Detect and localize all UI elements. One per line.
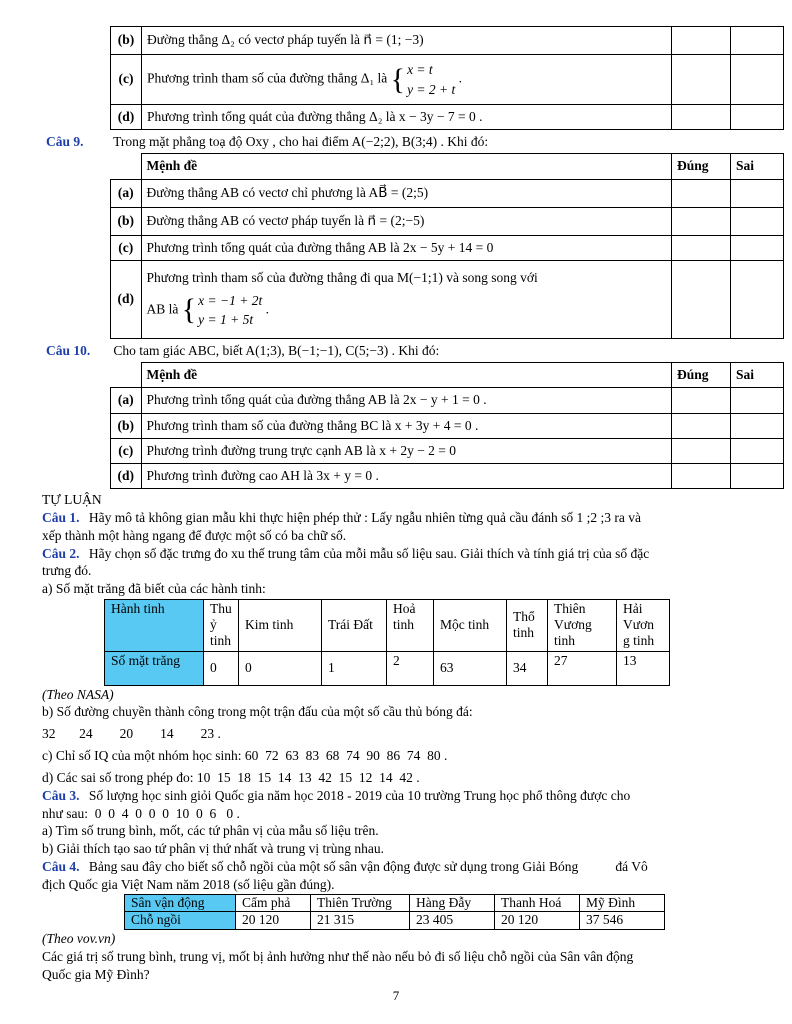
true-cell[interactable] [672, 179, 731, 207]
c4-label: Câu 4. [42, 858, 80, 874]
false-cell[interactable] [731, 55, 784, 105]
value-cell: 0 [204, 651, 239, 685]
true-cell[interactable] [672, 260, 731, 338]
header-cell: Trái Đất [322, 600, 387, 652]
row-text: Phương trình tổng quát của đường thẳng Δ₂ là x − 3y − 7 = 0 . [142, 105, 672, 130]
c2-b-values: 32 24 20 14 23 . [42, 726, 221, 742]
true-cell[interactable] [672, 27, 731, 55]
row-text: Phương trình tổng quát của đường thẳng AB là 2x − 5y + 14 = 0 [141, 235, 672, 260]
row-label: (a) [111, 179, 142, 207]
row-text-cell [142, 55, 672, 105]
c2-a-intro: a) Số mặt trăng đã biết của các hành tinh: [42, 581, 266, 597]
c1-text: Hãy mô tả không gian mẫu khi thực hiện phép thử : Lấy ngẫu nhiên từng quả cầu đánh số 1 ;2 ;3 ra và [88, 510, 641, 525]
row-label: (b) [111, 413, 142, 438]
row-text: Phương trình tổng quát của đường thẳng AB là 2x − y + 1 = 0 . [141, 388, 672, 413]
q9-row-a [111, 179, 784, 207]
header-cell: Thanh Hoá [495, 894, 580, 912]
q9-label: Câu 9. [46, 134, 84, 150]
q10-text: Cho tam giác ABC, biết A(1;3), B(−1;−1), C(5;−3) . Khi đó: [113, 342, 440, 358]
q9-row-b [111, 207, 784, 235]
c2-line-1 [42, 545, 768, 563]
final-line-1: Các giá trị số trung bình, trung vị, mốt bị ảnh hưởng như thế nào nếu bỏ đi số liệu chỗ ngồi của Sân vân động [42, 949, 634, 965]
c1-label: Câu 1. [42, 510, 80, 525]
value-cell: 1 [322, 651, 387, 685]
value-cell: 20 120 [495, 912, 580, 930]
source-vov: (Theo vov.vn) [42, 931, 116, 947]
stadium-table [124, 894, 665, 931]
true-cell[interactable] [672, 55, 731, 105]
header-cell: Hành tinh [105, 600, 204, 652]
q10-table [110, 362, 784, 489]
header-cell: Thiên Vương tinh [548, 600, 617, 652]
true-cell[interactable] [672, 438, 731, 463]
true-cell[interactable] [672, 463, 731, 488]
true-cell[interactable] [672, 207, 731, 235]
c3-line-1 [42, 787, 768, 805]
c1-line-2: xếp thành một hàng ngang để được một số có ba chữ số. [42, 527, 347, 543]
row-text: Phương trình đường cao AH là 3x + y = 0 . [141, 463, 672, 488]
value-cell: 20 120 [236, 912, 311, 930]
row-text: Phương trình tham số của đường thẳng BC là x + 3y + 4 = 0 . [141, 413, 672, 438]
value-cell: 0 [239, 651, 322, 685]
value-cell: 37 546 [580, 912, 665, 930]
q10-header-row [111, 363, 784, 388]
c3-label: Câu 3. [42, 787, 80, 803]
final-line-2: Quốc gia Mỹ Đình? [42, 966, 150, 982]
true-cell[interactable] [672, 413, 731, 438]
c3-text: Số lượng học sinh giỏi Quốc gia năm học 2018 - 2019 của 10 trường Trung học phổ thông được cho [88, 787, 631, 803]
c4-line-2: địch Quốc gia Việt Nam năm 2018 (số liệu gần đúng). [42, 876, 335, 892]
header-cell: Mỹ Đình [580, 894, 665, 912]
planets-value-row [105, 651, 670, 685]
row-label: (d) [111, 260, 142, 338]
row-label: (a) [111, 388, 142, 413]
value-cell: 23 405 [410, 912, 495, 930]
header-cell: Mộc tinh [434, 600, 507, 652]
header-cell: Sân vận động [125, 894, 236, 912]
header-true: Đúng [672, 154, 731, 179]
false-cell[interactable] [731, 413, 784, 438]
header-statement: Mệnh đề [141, 363, 672, 388]
c4-line-1 [42, 858, 768, 876]
header-cell: Thu ỷ tinh [204, 600, 239, 652]
row-label: (d) [111, 463, 142, 488]
row-label: (b) [111, 27, 142, 55]
page [42, 26, 768, 984]
equation-system: { x = t y = 2 + t [391, 60, 456, 99]
essay-title: TỰ LUẬN [42, 492, 102, 508]
q9-stem [46, 133, 768, 151]
q10-label: Câu 10. [46, 342, 91, 358]
row-label: (c) [111, 55, 142, 105]
q10-row-b [111, 413, 784, 438]
false-cell[interactable] [731, 105, 784, 130]
c1-line-1 [42, 509, 768, 527]
planets-table [104, 599, 670, 686]
c2-line-2: trưng đó. [42, 563, 92, 579]
row-tail: . [458, 70, 463, 86]
value-cell: 63 [434, 651, 507, 685]
header-true: Đúng [672, 363, 731, 388]
false-cell[interactable] [731, 179, 784, 207]
true-cell[interactable] [672, 105, 731, 130]
false-cell[interactable] [731, 27, 784, 55]
row-tail: . [265, 301, 269, 317]
value-cell: 27 [548, 651, 617, 685]
source-nasa: (Theo NASA) [42, 686, 114, 702]
header-false: Sai [731, 363, 784, 388]
row-label: (c) [111, 438, 142, 463]
q8-table [110, 26, 784, 130]
header-cell: Kim tinh [239, 600, 322, 652]
header-cell: Thổ tinh [507, 600, 548, 652]
row-label-cell: Số mặt trăng [105, 651, 204, 685]
planets-header-row [105, 600, 670, 652]
q8-row-c [111, 55, 784, 105]
c3-line-2: như sau: 0 0 4 0 0 0 10 0 6 0 . [42, 805, 240, 821]
false-cell[interactable] [731, 235, 784, 260]
row-text: Phương trình tham số của đường thẳng đi qua M(−1;1) và song song với [146, 269, 538, 285]
header-cell: Hàng Đẫy [410, 894, 495, 912]
q8-row-b [111, 27, 784, 55]
c2-c-text: c) Chỉ số IQ của một nhóm học sinh: 60 72 63 83 68 74 90 86 74 80 . [42, 748, 448, 764]
stadium-header-row [125, 894, 665, 912]
c2-text: Hãy chọn số đặc trưng đo xu thế trung tâm của mỗi mẫu số liệu sau. Giải thích và tính giá trị của số đặc [88, 545, 650, 561]
value-cell: 21 315 [311, 912, 410, 930]
row-text-cell [141, 260, 672, 338]
c2-label: Câu 2. [42, 545, 80, 561]
system-line-1: x = t [407, 61, 433, 77]
q10-row-a [111, 388, 784, 413]
row-label-cell: Chỗ ngồi [125, 912, 236, 930]
q10-stem [46, 342, 768, 360]
row-text: Đường thẳng AB có vectơ pháp tuyến là n⃗ = (2;−5) [141, 207, 672, 235]
equation-system: { x = −1 + 2t y = 1 + 5t [182, 291, 262, 330]
header-cell: Hải Vươn g tinh [617, 600, 670, 652]
c3-a: a) Tìm số trung bình, mốt, các tứ phân vị của mẫu số liệu trên. [42, 823, 379, 839]
c4-text: Bảng sau đây cho biết số chỗ ngồi của một số sân vận động được sử dụng trong Giải Bóng đá Vô [88, 858, 648, 874]
false-cell[interactable] [731, 463, 784, 488]
true-cell[interactable] [672, 235, 731, 260]
row-text-2: AB là [146, 301, 179, 317]
stadium-value-row [125, 912, 665, 930]
q10-row-c [111, 438, 784, 463]
q8-row-d [111, 105, 784, 130]
c2-b-text: b) Số đường chuyền thành công trong một trận đấu của một số cầu thủ bóng đá: [42, 704, 473, 720]
value-cell: 13 [617, 651, 670, 685]
q10-row-d [111, 463, 784, 488]
page-number: 7 [392, 988, 400, 1003]
row-label: (c) [111, 235, 142, 260]
q9-table [110, 153, 784, 338]
system-line-2: y = 2 + t [407, 81, 456, 97]
false-cell[interactable] [731, 207, 784, 235]
row-text: Đường thẳng AB có vectơ chỉ phương là AB⃗ = (2;5) [141, 179, 672, 207]
header-statement: Mệnh đề [141, 154, 672, 179]
false-cell[interactable] [731, 388, 784, 413]
c3-b: b) Giải thích tạo sao tứ phân vị thứ nhất và trung vị trùng nhau. [42, 841, 384, 857]
row-label: (b) [111, 207, 142, 235]
q9-row-d [111, 260, 784, 338]
false-cell[interactable] [731, 438, 784, 463]
true-cell[interactable] [672, 388, 731, 413]
false-cell[interactable] [731, 260, 784, 338]
q9-text: Trong mặt phẳng toạ độ Oxy , cho hai điểm A(−2;2), B(3;4) . Khi đó: [113, 134, 489, 150]
system-line-2: y = 1 + 5t [198, 312, 254, 328]
q9-row-c [111, 235, 784, 260]
row-text: Đường thẳng Δ₂ có vectơ pháp tuyến là n⃗ = (1; −3) [142, 27, 672, 55]
row-text: Phương trình đường trung trực cạnh AB là x + 2y − 2 = 0 [141, 438, 672, 463]
header-cell: Hoả tinh [387, 600, 434, 652]
value-cell: 34 [507, 651, 548, 685]
header-cell: Thiên Trường [311, 894, 410, 912]
c2-d-text: d) Các sai số trong phép đo: 10 15 18 15 14 13 42 15 12 14 42 . [42, 769, 420, 785]
essay-section [42, 491, 768, 984]
value-cell: 2 [387, 651, 434, 685]
q9-header-row [111, 154, 784, 179]
row-label: (d) [111, 105, 142, 130]
system-line-1: x = −1 + 2t [198, 292, 263, 308]
header-cell: Cẩm phả [236, 894, 311, 912]
header-false: Sai [731, 154, 784, 179]
row-text: Phương trình tham số của đường thẳng Δ₁ là [147, 70, 388, 86]
